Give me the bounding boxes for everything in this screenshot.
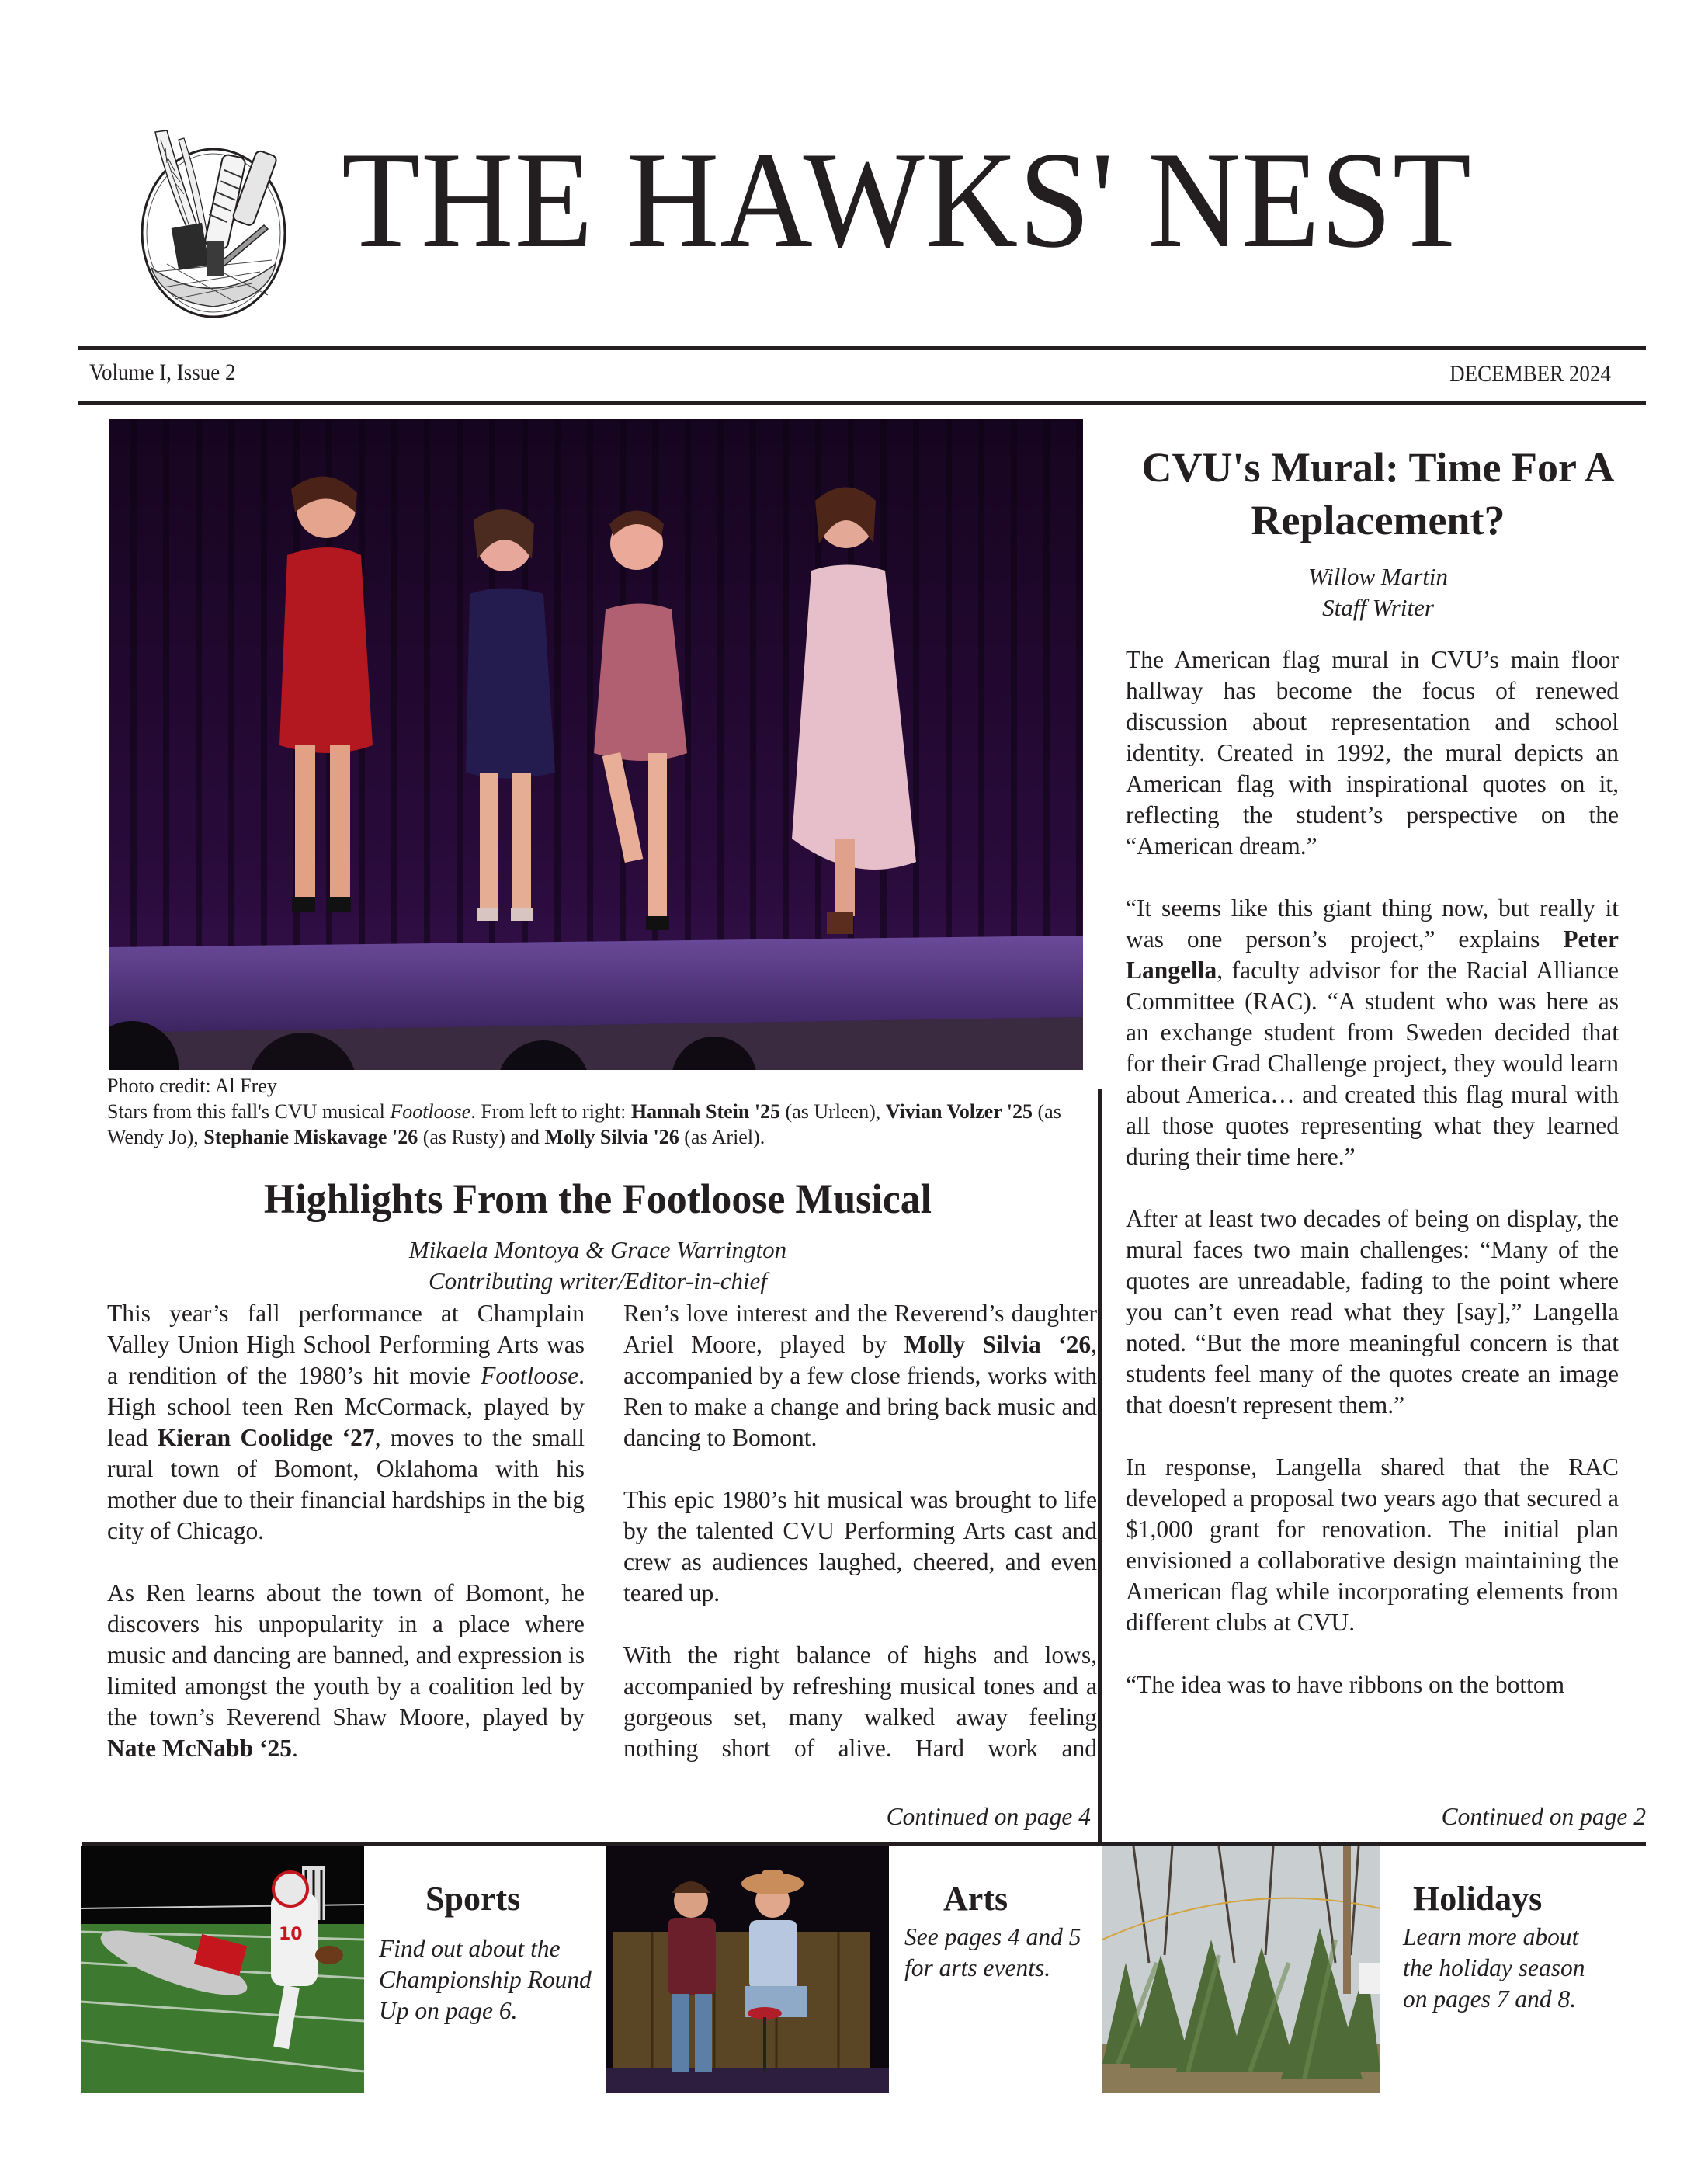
masthead-rule-bottom bbox=[78, 401, 1646, 405]
article-paragraph: As Ren learns about the town of Bomont, he discovers his unpopularity in a place where music and dancing are banned, and expression is limited amongst the youth by a coalition led by the town’s Reverend Shaw Moore, played by Nate McNabb ‘25. bbox=[107, 1579, 585, 1762]
masthead-title: THE HAWKS' NEST bbox=[342, 123, 1472, 276]
caption-cast-name: Hannah Stein '25 bbox=[630, 1100, 781, 1123]
sports-football-photo bbox=[81, 1846, 364, 2093]
caption-cast-name: Vivian Volzer '25 bbox=[885, 1100, 1033, 1123]
article-paragraph: In response, Langella shared that the RAC developed a proposal two years ago that secured a $1,000 grant for renovation. The initial plan envisioned a collaborative design maintaining the American flag while incorporating elements from different clubs at CVU. bbox=[1126, 1453, 1619, 1636]
holiday-trees-photo bbox=[1102, 1846, 1380, 2093]
caption-role: (as Wendy Jo), bbox=[107, 1100, 1061, 1148]
mural-author-role: Staff Writer bbox=[1322, 594, 1434, 621]
mural-byline bbox=[1126, 561, 1630, 623]
arts-stage-photo bbox=[606, 1846, 889, 2093]
article-paragraph: After at least two decades of being on display, the mural faces two main challenges: “Many of the quotes are unreadable, fading to the point where you can’t even read what they [say],” Langella noted. “But the more meaningful concern is that students feel many of the quotes create an image that doesn't represent them.” bbox=[1126, 1205, 1619, 1419]
issue-number: Volume I, Issue 2 bbox=[89, 359, 236, 385]
holidays-teaser-text[interactable]: Learn more about the holiday season on pages 7 and 8. bbox=[1403, 1923, 1585, 2013]
masthead-rule-top bbox=[78, 346, 1646, 350]
article-paragraph: Ren’s love interest and the Reverend’s daughter Ariel Moore, played by Molly Silvia ‘26, accompanied by a few close friends, works with Ren to make a change and bring back music and dancing to Bomont. bbox=[623, 1300, 1098, 1451]
mural-author: Willow Martin bbox=[1308, 563, 1448, 590]
caption-role: (as Urleen), bbox=[780, 1100, 886, 1123]
photo-caption bbox=[107, 1073, 1089, 1150]
continued-on-page-4-link[interactable]: Continued on page 4 bbox=[886, 1803, 1091, 1830]
nest-basket-logo-icon bbox=[120, 116, 314, 322]
article-paragraph: This epic 1980’s hit musical was brought to life by the talented CVU Performing Arts cast and crew as audiences laughed, cheered, and even teared up. bbox=[623, 1486, 1097, 1606]
footloose-headline: Highlights From the Footloose Musical bbox=[263, 1176, 932, 1222]
mural-column bbox=[1126, 644, 1619, 1700]
caption-show-title: Footloose bbox=[390, 1100, 471, 1123]
caption-text: Stars from this fall's CVU musical bbox=[107, 1100, 391, 1123]
sports-teaser-heading: Sports bbox=[425, 1880, 521, 1918]
photo-credit: Photo credit: Al Frey bbox=[107, 1075, 277, 1097]
issue-date: DECEMBER 2024 bbox=[1449, 361, 1611, 387]
svg-text:10: 10 bbox=[279, 1925, 303, 1944]
arts-teaser-heading: Arts bbox=[943, 1880, 1008, 1918]
continued-on-page-2-link[interactable]: Continued on page 2 bbox=[1441, 1803, 1646, 1830]
footloose-column-2 bbox=[623, 1298, 1097, 1764]
footloose-column-1 bbox=[107, 1298, 585, 1764]
article-paragraph: This year’s fall performance at Champlain Valley Union High School Performing Arts was a rendition of the 1980’s hit movie Footloose. High school teen Ren McCormack, played by lead Kieran Coolidge ‘27, moves to the small rural town of Bomont, Oklahoma with his mother due to their financial hardships in the big city of Chicago. bbox=[107, 1300, 585, 1544]
footloose-stage-photo bbox=[109, 419, 1083, 1070]
article-paragraph: “It seems like this giant thing now, but really it was one person’s project,” explains Peter Langella, faculty advisor for the Racial Alliance Committee (RAC). “A student who was here as an exchange student from Sweden decided that for their Grad Challenge project, they would learn about America… and created this flag mural with all those quotes representing what they learned during their time here.” bbox=[1126, 894, 1619, 1170]
mural-headline: CVU's Mural: Time For A Replacement? bbox=[1141, 444, 1615, 544]
caption-role: (as Ariel). bbox=[679, 1126, 765, 1148]
sports-teaser-text[interactable]: Find out about the Championship Round Up on page 6. bbox=[379, 1935, 592, 2024]
caption-cast-name: Molly Silvia '26 bbox=[544, 1126, 679, 1148]
caption-text: . From left to right: bbox=[470, 1100, 631, 1123]
arts-teaser-text[interactable]: See pages 4 and 5 for arts events. bbox=[904, 1923, 1081, 1981]
footloose-byline bbox=[101, 1235, 1095, 1297]
column-divider bbox=[1098, 1089, 1102, 1844]
article-paragraph: The American flag mural in CVU’s main floor hallway has become the focus of renewed discussion about representation and school identity. Created in 1992, the mural depicts an American flag with inspirational quotes on it, reflecting the student’s perspective on the “American dream.” bbox=[1126, 646, 1619, 860]
article-paragraph: With the right balance of highs and lows, accompanied by refreshing musical tones and a gorgeous set, many walked away feeling nothing short of alive. Hard work and bbox=[623, 1641, 1097, 1762]
caption-cast-name: Stephanie Miskavage '26 bbox=[203, 1126, 418, 1148]
holidays-teaser-heading: Holidays bbox=[1413, 1880, 1543, 1918]
article-paragraph: “The idea was to have ribbons on the bottom bbox=[1126, 1671, 1565, 1698]
caption-role: (as Rusty) and bbox=[418, 1126, 545, 1148]
footloose-author-roles: Contributing writer/Editor-in-chief bbox=[429, 1267, 767, 1294]
footloose-authors: Mikaela Montoya & Grace Warrington bbox=[408, 1236, 787, 1263]
